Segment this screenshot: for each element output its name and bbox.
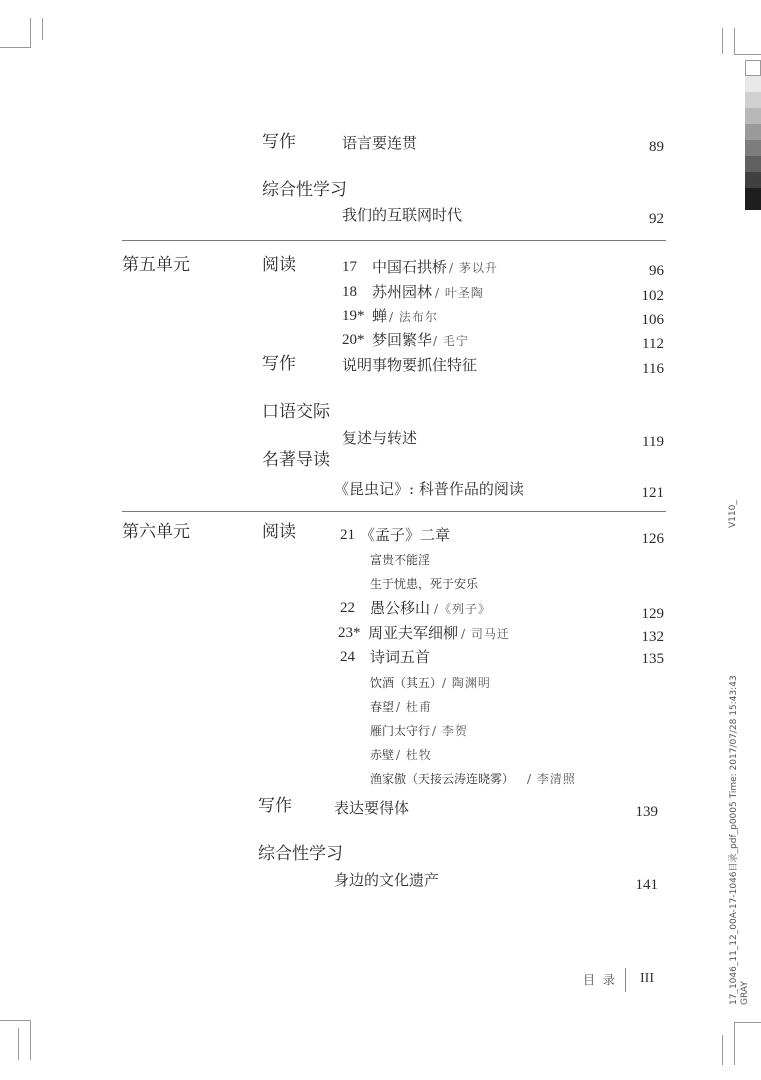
lesson-title: 《孟子》二章 <box>360 526 451 544</box>
section-label: 阅读 <box>262 522 296 542</box>
poem-title: 春望 <box>370 700 395 714</box>
lesson-number: 24 <box>340 649 355 665</box>
side-code: V110_ <box>728 500 738 528</box>
lesson-title: 苏州园林 <box>372 283 433 301</box>
poem-author: / 杜甫 <box>396 700 432 714</box>
entry-title: 身边的文化遗产 <box>334 871 440 889</box>
entry-title: 语言要连贯 <box>342 134 418 152</box>
crop-mark-bottom-left-v <box>30 1020 31 1060</box>
page-number: 129 <box>641 606 664 622</box>
lesson-author: / 茅以升 <box>449 261 498 275</box>
page-number: 121 <box>641 485 664 501</box>
footer-page-number: III <box>640 971 654 986</box>
crop-mark-top-right-v2 <box>734 28 735 54</box>
page-number: 112 <box>642 336 664 352</box>
entry-title: 复述与转述 <box>342 429 418 447</box>
entry-title: 表达要得体 <box>334 799 410 817</box>
unit-title: 第五单元 <box>122 255 190 275</box>
page-number: 132 <box>641 629 664 645</box>
section-label: 综合性学习 <box>258 844 343 864</box>
page-number: 89 <box>649 139 664 155</box>
lesson-number: 19* <box>342 308 365 324</box>
unit-divider <box>122 511 666 512</box>
section-label: 写作 <box>262 132 296 152</box>
poem-author: / 陶渊明 <box>442 676 491 690</box>
lesson-title: 愚公移山 <box>370 599 431 617</box>
crop-mark-bottom-left-h <box>0 1020 30 1021</box>
entry-title: 说明事物要抓住特征 <box>342 356 478 374</box>
poem-title: 赤壁 <box>370 748 395 762</box>
page-number: 135 <box>641 651 664 667</box>
crop-mark-top-left-v <box>30 18 31 48</box>
lesson-number: 20* <box>342 332 365 348</box>
lesson-author: / 司马迁 <box>461 627 510 641</box>
lesson-title: 诗词五首 <box>370 648 431 666</box>
page-number: 92 <box>649 211 664 227</box>
page-number: 102 <box>641 288 664 304</box>
crop-mark-top-right-h <box>734 54 761 55</box>
poem-author: / 李贺 <box>432 724 468 738</box>
lesson-title: 周亚夫军细柳 <box>368 624 459 642</box>
lesson-title: 梦回繁华 <box>372 331 433 349</box>
entry-title: 《昆虫记》: 科普作品的阅读 <box>334 480 524 498</box>
lesson-number: 17 <box>342 259 357 275</box>
lesson-author: /《列子》 <box>434 602 492 616</box>
section-label: 综合性学习 <box>262 180 347 200</box>
lesson-title: 中国石拱桥 <box>372 258 448 276</box>
crop-mark-bottom-left-v2 <box>18 1028 19 1060</box>
section-label: 名著导读 <box>262 450 330 470</box>
lesson-author: / 法布尔 <box>389 310 438 324</box>
footer-separator <box>625 968 626 992</box>
page-number: 139 <box>635 804 658 820</box>
side-gray-label: GRAY <box>740 981 750 1005</box>
sub-entry: 富贵不能淫 <box>370 553 431 567</box>
unit-title: 第六单元 <box>122 522 190 542</box>
poem-author: / 李清照 <box>527 772 576 786</box>
crop-mark-top-left-h <box>0 47 30 48</box>
crop-mark-top-left-v2 <box>42 18 43 40</box>
section-label: 口语交际 <box>262 402 330 422</box>
lesson-number: 21 <box>340 527 355 543</box>
page-number: 141 <box>635 877 658 893</box>
poem-title: 渔家傲（天接云涛连晓雾） <box>370 772 515 786</box>
section-label: 阅读 <box>262 255 296 275</box>
poem-author: / 杜牧 <box>396 748 432 762</box>
page-number: 106 <box>641 312 664 328</box>
lesson-title: 蝉 <box>372 307 388 325</box>
lesson-number: 23* <box>338 625 361 641</box>
lesson-author: / 叶圣陶 <box>435 286 484 300</box>
crop-mark-bottom-right-v <box>722 1035 723 1065</box>
sub-entry: 生于忧患，死于安乐 <box>370 577 479 591</box>
footer-label: 目 录 <box>583 973 617 987</box>
poem-title: 雁门太守行 <box>370 724 431 738</box>
poem-title: 饮酒（其五） <box>370 676 443 690</box>
page-number: 126 <box>641 531 664 547</box>
crop-mark-bottom-right-h <box>734 1022 761 1023</box>
section-label: 写作 <box>258 796 292 816</box>
side-file-info: 17_1046_11_12_00A-17-1046目录_pdf_p0005 Time: 2017/07/28 15:43:43 <box>729 675 739 1005</box>
unit-divider <box>122 240 666 241</box>
page-number: 116 <box>642 361 664 377</box>
entry-title: 我们的互联网时代 <box>342 206 463 224</box>
lesson-number: 22 <box>340 600 355 616</box>
lesson-author: / 毛宁 <box>433 334 469 348</box>
page-number: 119 <box>642 434 664 450</box>
crop-mark-top-right-v <box>722 28 723 54</box>
page-number: 96 <box>649 263 664 279</box>
lesson-number: 18 <box>342 284 357 300</box>
crop-mark-bottom-right-v2 <box>734 1022 735 1065</box>
section-label: 写作 <box>262 354 296 374</box>
